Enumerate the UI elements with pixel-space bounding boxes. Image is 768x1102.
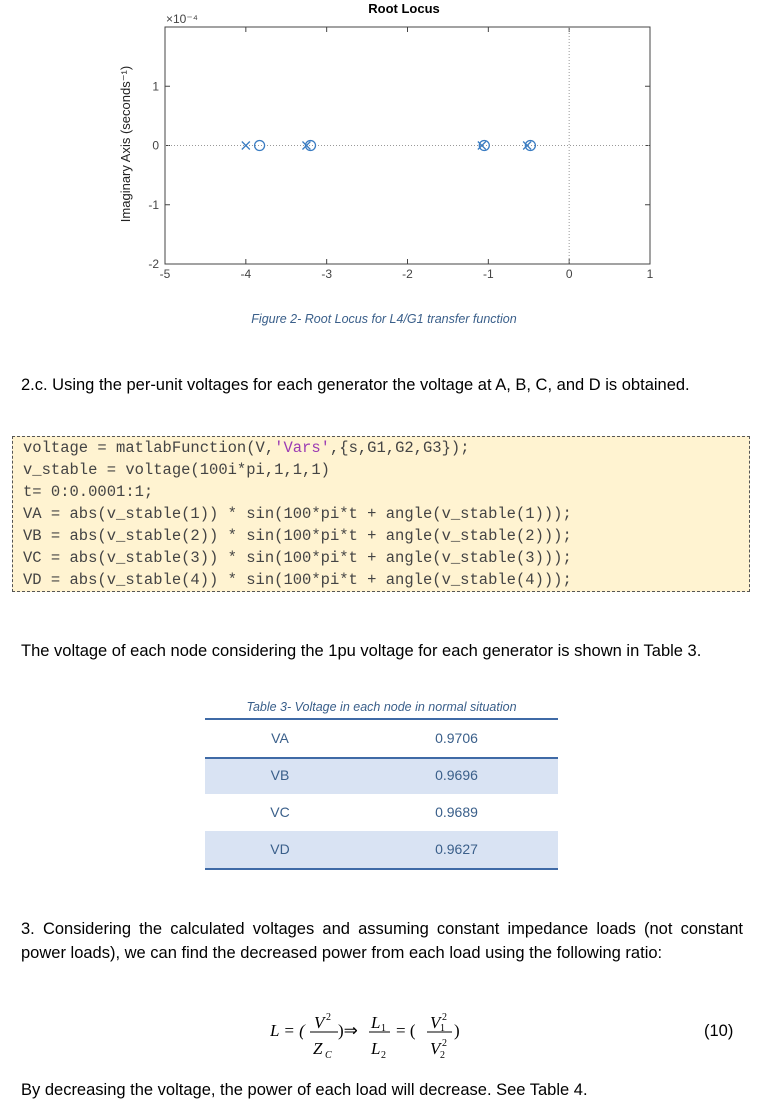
- code-line-4: VA = abs(v_stable(1)) * sin(100*pi*t + angle(v_stable(1)));: [23, 505, 572, 523]
- eq-z-sub: C: [325, 1050, 332, 1061]
- eq-z: Z: [313, 1039, 323, 1058]
- paragraph-table-intro: The voltage of each node considering the 1pu voltage for each generator is shown in Table 3.: [21, 642, 702, 660]
- equation-number: (10): [704, 1022, 734, 1040]
- code-line-1: voltage = matlabFunction(V,'Vars',{s,G1,G2,G3});: [23, 439, 470, 457]
- eq-l1-sub: 1: [381, 1023, 386, 1034]
- table-cell-value: 0.9689: [435, 804, 478, 820]
- x-tick-label: -2: [402, 267, 413, 281]
- eq-v1-sub: 1: [440, 1023, 445, 1034]
- root-locus-chart: [0, 0, 768, 300]
- eq-v2-sq: 2: [442, 1038, 447, 1049]
- eq-equals: = (: [396, 1021, 416, 1040]
- table-caption: Table 3- Voltage in each node in normal situation: [246, 700, 517, 714]
- x-tick-label: 1: [646, 267, 654, 281]
- eq-implies: )⇒: [338, 1021, 358, 1040]
- x-tick-label: -1: [482, 267, 494, 281]
- eq-v: V: [314, 1013, 325, 1032]
- paragraph-last: By decreasing the voltage, the power of each load will decrease. See Table 4.: [21, 1081, 588, 1099]
- y-tick-label: -1: [148, 197, 159, 212]
- code-line-7: VD = abs(v_stable(4)) * sin(100*pi*t + angle(v_stable(4)));: [23, 571, 572, 589]
- table-row: [205, 757, 558, 794]
- code-block: [12, 436, 750, 592]
- table-row: [205, 720, 558, 757]
- table-row: [205, 831, 558, 868]
- eq-l2: L: [371, 1039, 381, 1058]
- table-3: [205, 700, 558, 857]
- y-exponent-label: ×10⁻⁴: [166, 12, 198, 26]
- table-bottom-rule: [205, 868, 558, 870]
- table-cell-node: VB: [270, 767, 290, 783]
- code-line-2: v_stable = voltage(100i*pi,1,1,1): [23, 461, 330, 479]
- equation-10: [270, 1008, 500, 1064]
- eq-l2-sub: 2: [381, 1050, 386, 1061]
- chart-title: Root Locus: [368, 1, 440, 16]
- y-axis-label: Imaginary Axis (seconds⁻¹): [118, 65, 133, 223]
- code-line-6: VC = abs(v_stable(3)) * sin(100*pi*t + angle(v_stable(3)));: [23, 549, 572, 567]
- table-row: [205, 794, 558, 831]
- table-cell-value: 0.9696: [435, 767, 478, 783]
- eq-v2: V: [430, 1039, 441, 1058]
- x-tick-label: 0: [565, 267, 573, 281]
- eq-sq: 2: [326, 1012, 331, 1023]
- table-header-rule: [205, 757, 558, 759]
- paragraph-3: 3. Considering the calculated voltages and assuming constant impedance loads (not constant power loads), we can find the decreased power from each load using the following ratio:: [21, 920, 743, 962]
- eq-l1: L: [371, 1013, 381, 1032]
- table-cell-node: VC: [270, 804, 290, 820]
- x-tick-label: -5: [159, 267, 171, 281]
- paragraph-2c: 2.c. Using the per-unit voltages for each generator the voltage at A, B, C, and D is obtained.: [21, 376, 690, 394]
- eq-v2-sub: 2: [440, 1050, 445, 1061]
- y-tick-label: 0: [152, 138, 159, 153]
- code-line-5: VB = abs(v_stable(2)) * sin(100*pi*t + angle(v_stable(2)));: [23, 527, 572, 545]
- table-cell-node: VA: [271, 730, 289, 746]
- table-cell-value: 0.9627: [435, 841, 478, 857]
- eq-v1: V: [430, 1013, 441, 1032]
- y-tick-label: 1: [152, 79, 159, 94]
- zero-marker: [255, 141, 265, 151]
- eq-close: ): [454, 1021, 460, 1040]
- eq-v1-sq: 2: [442, 1012, 447, 1023]
- figure-caption: Figure 2- Root Locus for L4/G1 transfer function: [251, 312, 517, 326]
- y-tick-label: -2: [148, 257, 159, 271]
- code-line-3: t= 0:0.0001:1;: [23, 483, 154, 501]
- eq-lhs: L = (: [270, 1021, 305, 1040]
- table-cell-node: VD: [270, 841, 290, 857]
- x-tick-label: -4: [240, 267, 252, 281]
- pole-marker: [523, 142, 531, 150]
- x-tick-label: -3: [321, 267, 333, 281]
- table-cell-value: 0.9706: [435, 730, 478, 746]
